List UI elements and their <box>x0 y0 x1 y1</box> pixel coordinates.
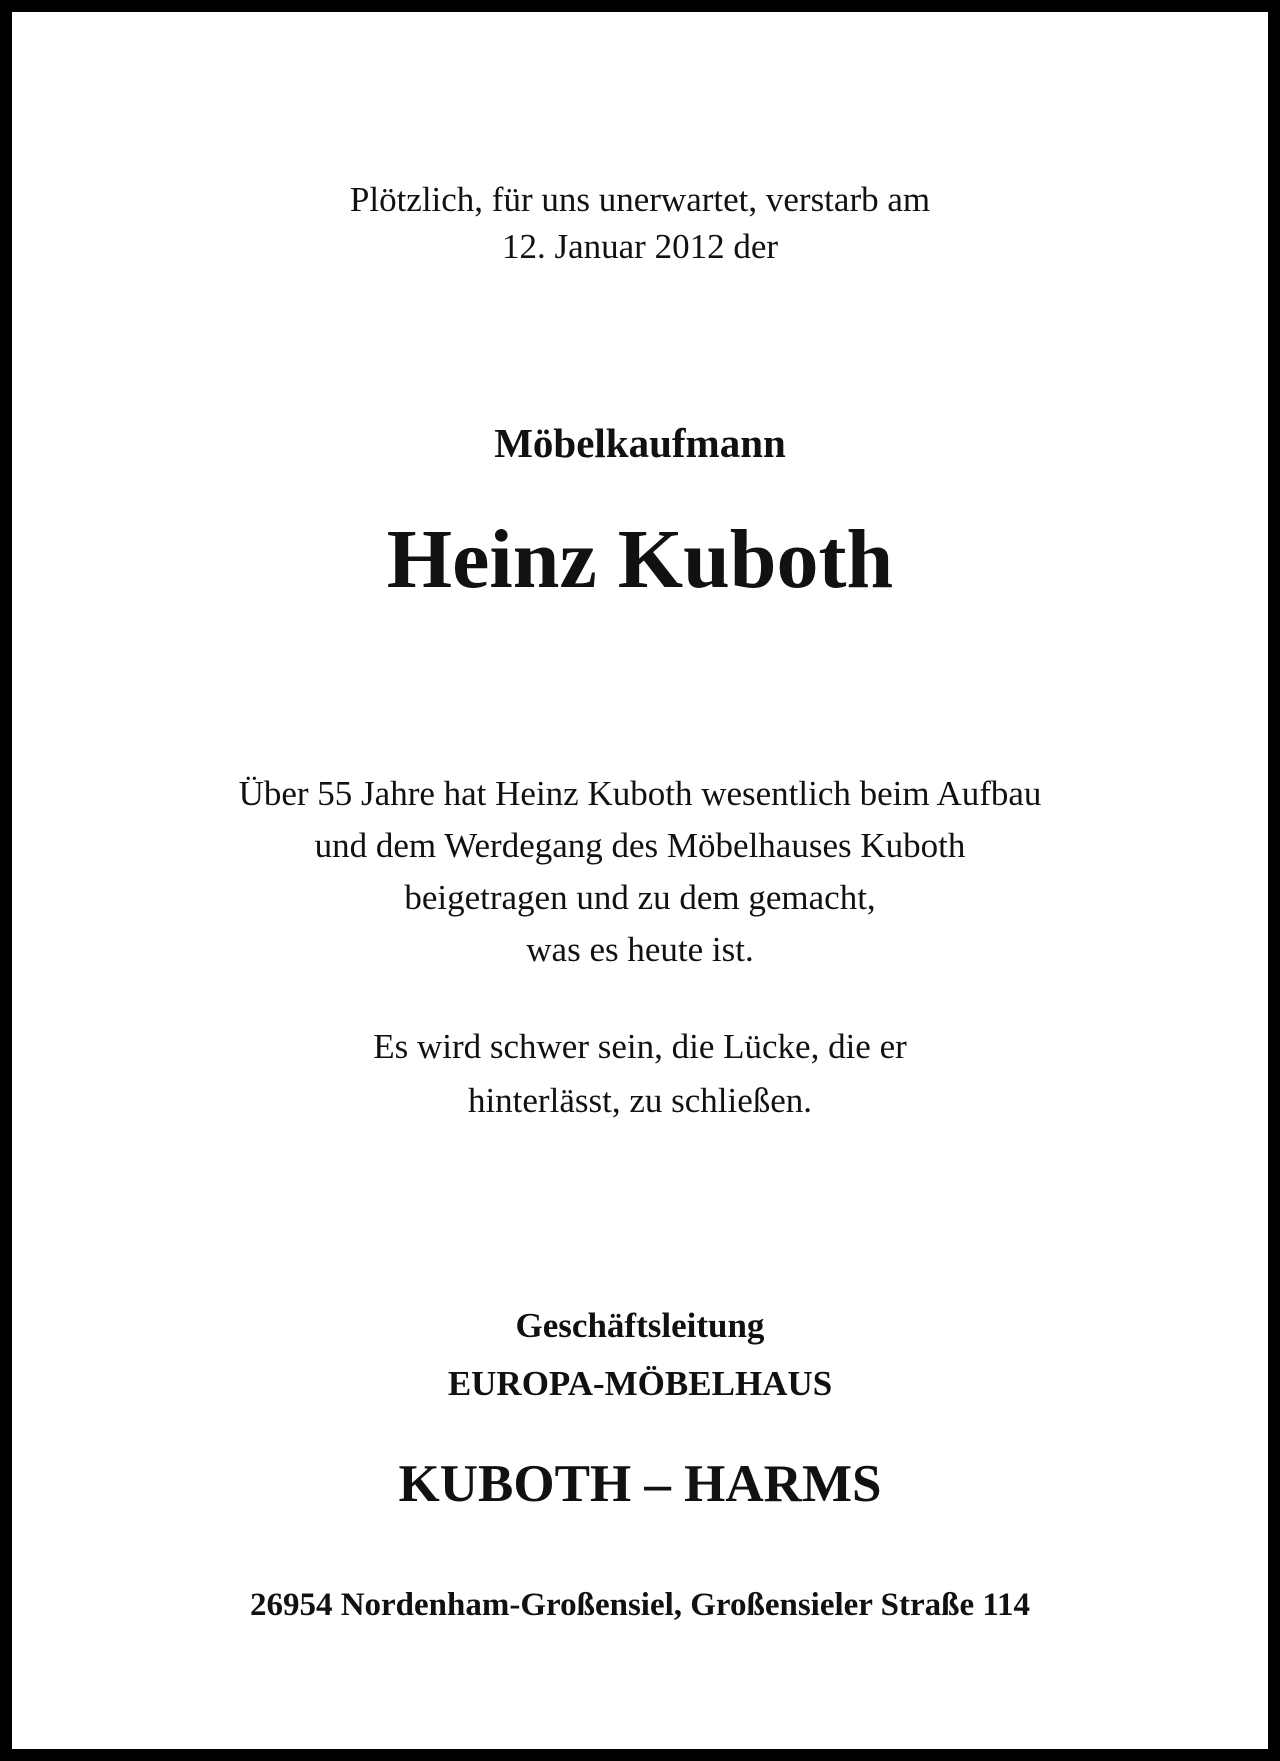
signature-block <box>12 1297 1268 1413</box>
loss-line-2: hinterlässt, zu schließen. <box>467 1081 813 1120</box>
company-address <box>12 1583 1268 1627</box>
tribute-line-2: und dem Werdegang des Möbelhauses Kuboth <box>314 826 966 865</box>
intro-text <box>12 176 1268 270</box>
tribute-line-3: beigetragen und zu dem gemacht, <box>404 878 876 917</box>
intro-line-2: 12. Januar 2012 der <box>501 227 779 266</box>
tribute-line-1: Über 55 Jahre hat Heinz Kuboth wesentlich beim Aufbau <box>238 774 1042 813</box>
loss-line-1: Es wird schwer sein, die Lücke, die er <box>373 1027 907 1066</box>
company-name <box>12 1452 1268 1516</box>
deceased-profession <box>12 418 1268 468</box>
name-text: Heinz Kuboth <box>386 513 894 606</box>
management-label: Geschäftsleitung <box>515 1306 765 1345</box>
intro-line-1: Plötzlich, für uns unerwartet, verstarb am <box>349 180 931 219</box>
address-text: 26954 Nordenham-Großensiel, Großensieler Straße 114 <box>249 1587 1031 1623</box>
store-name: EUROPA-MÖBELHAUS <box>447 1364 833 1403</box>
loss-text <box>12 1020 1268 1128</box>
tribute-text <box>12 768 1268 976</box>
tribute-line-4: was es heute ist. <box>526 930 754 969</box>
deceased-name <box>12 512 1268 608</box>
profession-text: Möbelkaufmann <box>494 420 786 466</box>
company-text: KUBOTH – HARMS <box>398 1455 882 1513</box>
